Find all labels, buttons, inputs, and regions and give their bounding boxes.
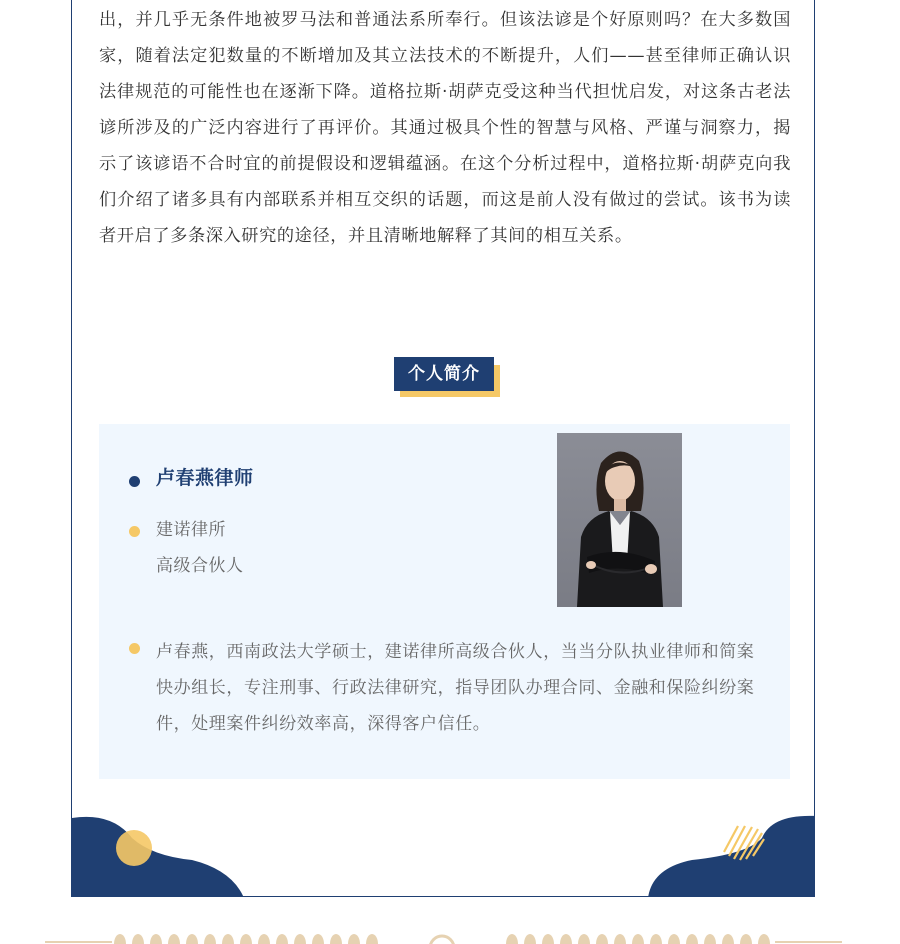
article-frame bbox=[71, 0, 815, 897]
lawyer-firm: 建诺律所 bbox=[156, 520, 226, 540]
lawyer-name: 卢春燕律师 bbox=[156, 467, 254, 489]
bullet-dot-icon bbox=[129, 476, 140, 487]
bottom-ornament-strip bbox=[0, 920, 900, 944]
lawyer-bio: 卢春燕，西南政法大学硕士，建诺律所高级合伙人，当当分队执业律师和简案快办组长，专注刑事、行政法律研究，指导团队办理合同、金融和保险纠纷案件，处理案件纠纷效率高，深得客户信任。 bbox=[156, 642, 755, 734]
lawyer-portrait-photo bbox=[557, 433, 682, 607]
intro-paragraph: 出，并几乎无条件地被罗马法和普通法系所奉行。但该法谚是个好原则吗？在大多数国家，随着法定犯数量的不断增加及其立法技术的不断提升，人们——甚至律师正确认识法律规范的可能性也在逐渐下降。道格拉斯·胡萨克受这种当代担忧启发，对这条古老法谚所涉及的广泛内容进行了再评价。其通过极具个性的智慧与风格、严谨与洞察力，揭示了该谚语不合时宜的前提假设和逻辑蕴涵。在这个分析过程中，道格拉斯·胡萨克向我们介绍了诸多具有内部联系并相互交织的话题，而这是前人没有做过的尝试。该书为读者开启了多条深入研究的途径，并且清晰地解释了其间的相互关系。 bbox=[99, 10, 791, 246]
section-title: 个人简介 bbox=[394, 357, 494, 391]
bullet-dot-icon bbox=[129, 643, 140, 654]
profile-card bbox=[99, 424, 790, 779]
section-header bbox=[394, 357, 494, 397]
lawyer-role: 高级合伙人 bbox=[156, 556, 244, 576]
bottom-wave-decoration bbox=[72, 798, 815, 897]
bullet-dot-icon bbox=[129, 526, 140, 537]
